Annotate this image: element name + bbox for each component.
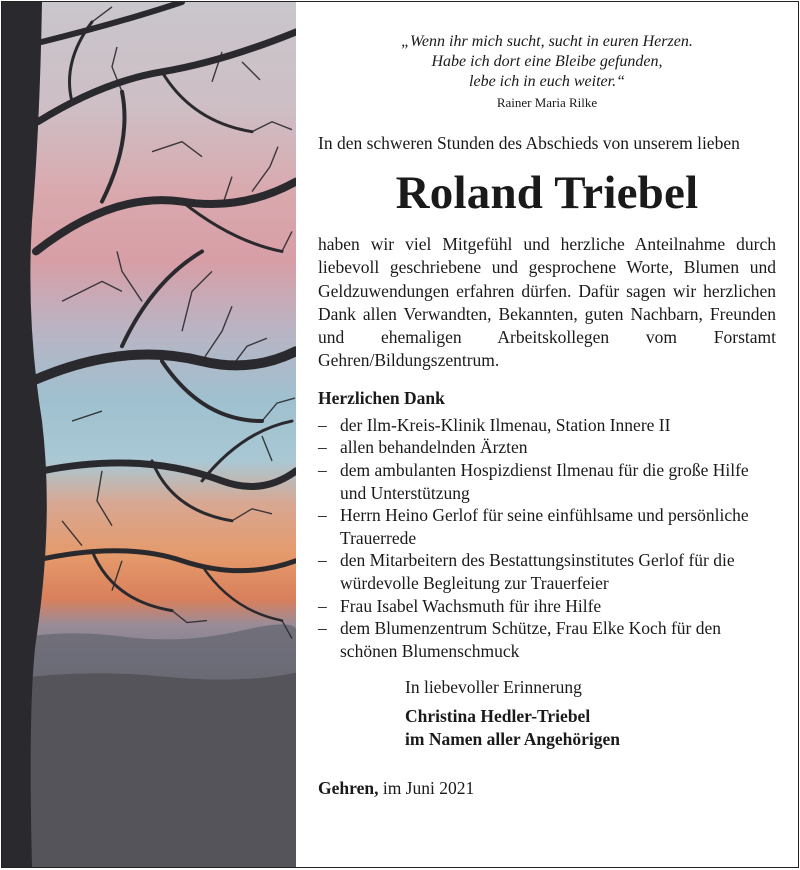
list-item	[318, 595, 776, 618]
dash-bullet: –	[318, 618, 327, 639]
signer-block	[318, 705, 776, 751]
dash-bullet: –	[318, 459, 327, 480]
quote-author: Rainer Maria Rilke	[496, 95, 598, 110]
list-item-text: allen behandelnden Ärzten	[340, 437, 528, 458]
place-town: Gehren,	[318, 778, 379, 799]
tree-sunset-photo	[2, 2, 296, 867]
signer-name: Christina Hedler-Triebel	[405, 706, 591, 727]
rilke-quote	[318, 32, 776, 92]
list-item-text: Frau Isabel Wachsmuth für ihre Hilfe	[340, 595, 602, 616]
quote-line: „Wenn ihr mich sucht, sucht in euren Herzen.	[401, 33, 693, 50]
list-item	[318, 459, 776, 504]
list-item	[318, 617, 776, 662]
thanks-heading: Herzlichen Dank	[318, 387, 445, 408]
list-item-text: dem ambulanten Hospizdienst Ilmenau für die große Hilfe und Unterstützung	[340, 459, 749, 503]
closing-line: In liebevoller Erinnerung	[405, 677, 582, 698]
dash-bullet: –	[318, 595, 327, 616]
list-item	[318, 504, 776, 549]
list-item-text: dem Blumenzentrum Schütze, Frau Elke Koch für den schönen Blumenschmuck	[340, 618, 722, 661]
quote-line: lebe ich in euch weiter.“	[469, 73, 625, 90]
dash-bullet: –	[318, 550, 327, 571]
list-item	[318, 436, 776, 459]
list-item	[318, 414, 776, 437]
dash-bullet: –	[318, 437, 327, 458]
place-date: im Juni 2021	[382, 778, 475, 799]
list-item-text: Herrn Heino Gerlof für seine einfühlsame und persönliche Trauerrede	[340, 505, 749, 548]
list-item-text: den Mitarbeitern des Bestattungsinstitutes Gerlof für die würdevolle Begleitung zur Trauerfeier	[340, 550, 735, 593]
quote-line: Habe ich dort eine Bleibe gefunden,	[431, 53, 663, 70]
dash-bullet: –	[318, 414, 327, 435]
thanks-list	[318, 414, 776, 663]
obituary-notice	[1, 1, 799, 868]
signer-subline: im Namen aller Angehörigen	[405, 729, 621, 750]
tree-silhouette-image	[2, 2, 296, 867]
deceased-name: Roland Triebel	[395, 167, 699, 219]
list-item	[318, 549, 776, 594]
intro-text: In den schweren Stunden des Abschieds von unserem lieben	[318, 133, 740, 153]
dash-bullet: –	[318, 505, 327, 526]
thanks-body-text: haben wir viel Mitgefühl und herzliche Anteilnahme durch liebevoll geschriebene und gesprochene Worte, Blumen und Geldzuwendungen erfahren dürfen. Dafür sagen wir herzlichen Dank allen Verwandten, Bekannten, guten Nachbarn, Freunden und ehemaligen Arbeitskollegen vom Forstamt Gehren/Bildungszentrum.	[318, 234, 776, 371]
notice-text-column	[296, 2, 798, 867]
place-and-date	[318, 777, 776, 800]
list-item-text: der Ilm-Kreis-Klinik Ilmenau, Station Innere II	[340, 414, 671, 435]
